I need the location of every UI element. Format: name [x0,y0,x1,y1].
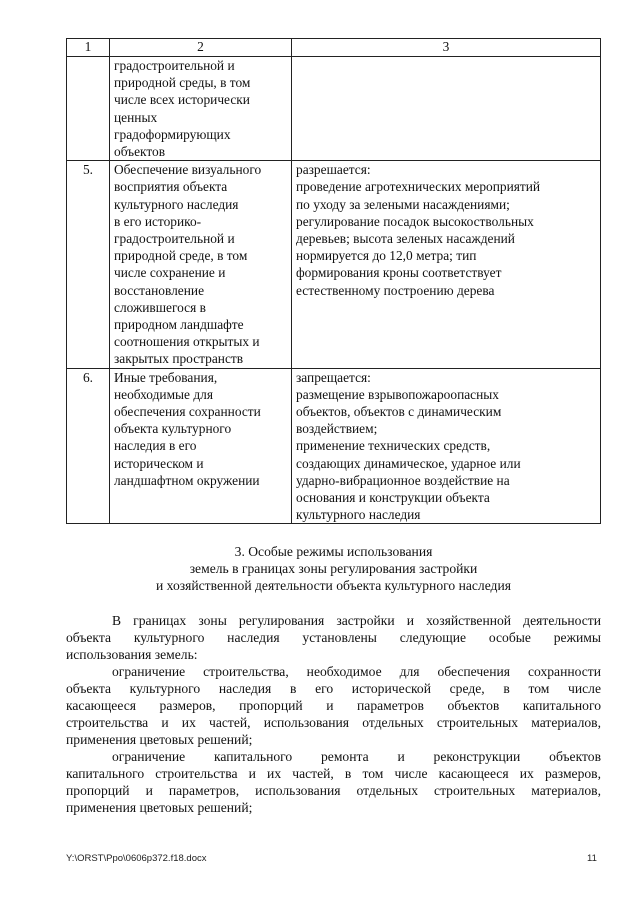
requirement-line: градостроительной и [114,231,235,247]
requirement-line: числе сохранение и [114,265,226,281]
row-number: 5. [67,161,110,368]
regime-line: запрещается: [296,369,371,385]
regime-line: применение технических средств, [296,438,491,454]
footer-file-path: Y:\ORST\Ppo\0606p372.f18.docx [66,853,207,864]
paragraph-line: применения цветовых решений; [66,800,253,815]
section-title [66,543,601,594]
regime-line: по уходу за зелеными насаждениями; [296,196,510,212]
requirement-line: закрытых пространств [114,351,244,367]
regime-line: проведение агротехнических мероприятий [296,179,541,195]
paragraph-line: ограничение строительства, необходимое для обеспечения сохранности [112,664,601,679]
paragraph [66,748,601,816]
requirement-line: природном ландшафте [114,317,244,333]
paragraph-line: применения цветовых решений; [66,732,253,747]
regime-cell [292,368,601,524]
requirement-line: культурного наследия [114,196,239,212]
paragraph-line: пропорций и параметров, использования отдельных строительных материалов, [66,783,601,798]
requirement-line: сложившегося в [114,299,206,315]
row-number [67,57,110,161]
section-title-line: земель в границах зоны регулирования застройки [189,561,478,576]
requirement-cell [110,368,292,524]
requirement-line: объекта культурного [114,421,232,437]
requirement-line: градостроительной и [114,58,235,73]
regime-line: размещение взрывопожароопасных [296,386,499,402]
section-title-line: и хозяйственной деятельности объекта культурного наследия [156,578,511,593]
regime-line: формирования кроны соответствует [296,265,502,281]
regime-line: объектов, объектов с динамическим [296,404,502,420]
requirement-line: восприятия объекта [114,179,228,195]
paragraph-line: строительства и их частей, использования отдельных строительных материалов, [66,715,601,730]
requirement-line: восстановление [114,282,205,298]
requirement-line: наследия в его [114,438,197,454]
requirement-line: соотношения открытых и [114,334,260,350]
regime-line: разрешается: [296,162,371,178]
paragraph-line: ограничение капитального ремонта и реконструкции объектов [112,749,601,764]
requirement-line: градоформирующих [114,126,231,142]
requirement-line: Обеспечение визуального [114,162,262,178]
requirement-line: природной среды, в том [114,75,251,91]
paragraph-line: В границах зоны регулирования застройки и хозяйственной деятельности [112,613,601,628]
table-header-row [67,39,601,57]
paragraph [66,612,601,663]
section-title-line: 3. Особые режимы использования [234,544,433,559]
paragraph [66,663,601,748]
paragraph-line: объекта культурного наследия установлены следующие особые режимы [66,630,601,645]
regime-line: ударно-вибрационное воздействие на [296,472,510,488]
requirement-line: Иные требования, [114,369,218,385]
regime-line: нормируется до 12,0 метра; тип [296,248,477,264]
header-col-1: 1 [67,39,110,57]
table-row [67,57,601,161]
requirement-line: природной среде, в том [114,248,248,264]
requirement-cell [110,161,292,368]
requirement-cell [110,57,292,161]
regime-line: основания и конструкции объекта [296,490,490,506]
requirement-line: необходимые для [114,386,213,402]
regime-line: деревьев; высота зеленых насаждений [296,231,515,247]
table-row [67,368,601,524]
regime-table [66,38,601,524]
paragraph-line: касающееся размеров, пропорций и параметров объектов капитального [66,698,601,713]
paragraph-line: капитального строительства и их частей, в том числе касающееся их размеров, [66,766,601,781]
header-col-2: 2 [110,39,292,57]
regime-line: воздействием; [296,421,378,437]
requirement-line: историческом и [114,455,204,471]
requirement-line: обеспечения сохранности [114,404,261,420]
header-col-3: 3 [292,39,601,57]
requirement-line: ландшафтном окружении [114,472,260,488]
regime-line: регулирование посадок высокоствольных [296,213,534,229]
regime-cell [292,161,601,368]
requirement-line: числе всех исторически [114,92,250,108]
requirement-line: ценных [114,109,158,125]
regime-line: культурного наследия [296,507,421,523]
regime-cell [292,57,601,161]
row-number: 6. [67,368,110,524]
regime-line: создающих динамическое, ударное или [296,455,521,471]
paragraph-line: объекта культурного наследия в его исторической среде, в том числе [66,681,601,696]
requirement-line: объектов [114,144,166,160]
paragraph-line: использования земель: [66,647,198,662]
page-number: 11 [587,853,597,864]
regime-line: естественному построению дерева [296,282,495,298]
table-row [67,161,601,368]
requirement-line: в его историко- [114,213,202,229]
body-text [66,612,601,816]
